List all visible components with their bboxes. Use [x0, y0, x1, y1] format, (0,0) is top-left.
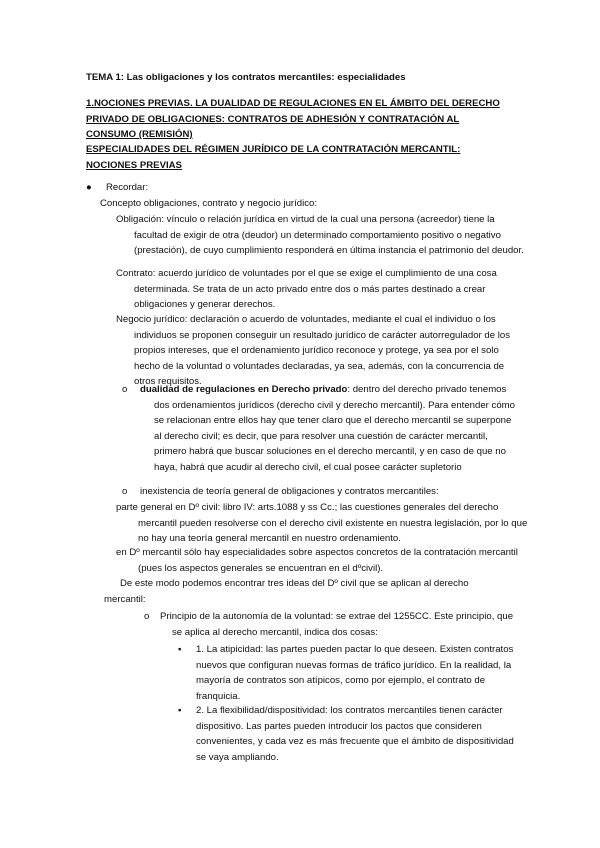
sub-bullet-icon: o	[144, 611, 150, 622]
document-title: TEMA 1: Las obligaciones y los contratos mercantiles: especialidades	[86, 72, 406, 83]
recordar-label: Recordar:	[106, 182, 149, 193]
parte-general-paragraph: parte general en Dº civil: libro IV: arts.1088 y ss Cc.; las cuestiones generales del derecho mercantil pueden resolverse con el derecho civil existente en nuestra legislación, por lo que no hay una teoría general mercantil en nuestro ordenamiento.	[116, 502, 528, 545]
inexistencia-line: inexistencia de teoría general de obligaciones y contratos mercantiles:	[140, 486, 439, 497]
dualidad-paragraph	[140, 382, 520, 476]
concepto-line: Concepto obligaciones, contrato y negocio jurídico:	[100, 198, 318, 209]
section-heading-2: ESPECIALIDADES DEL RÉGIMEN JURÍDICO DE LA CONTRATACIÓN MERCANTIL: NOCIONES PREVIAS	[86, 144, 461, 171]
square-bullet-icon: ▪	[178, 705, 182, 716]
dualidad-text: : dentro del derecho privado tenemos dos ordenamientos jurídicos (derecho civil y derecho mercantil). Para entender cómo se relacionan entre ellos hay que tener claro que el derecho mercantil se superpone al derecho civil; es decir, que para resolver una cuestión de carácter mercantil, primero habrá que buscar soluciones en el derecho mercantil, y en caso de que no haya, habrá que acudir al derecho civil, el cual posee carácter supletorio	[154, 384, 516, 473]
atipicidad-paragraph: 1. La atipicidad: las partes pueden pactar lo que deseen. Existen contratos nuevos que configuran nuevas formas de tráfico jurídico. En la realidad, la mayoría de contratos son atípicos, como por ejemplo, el contrato de franquicia.	[196, 644, 514, 702]
de-este-modo-paragraph: De este modo podemos encontrar tres ideas del Dº civil que se aplican al derecho mercantil:	[104, 578, 469, 605]
en-mercantil-paragraph: en Dº mercantil sólo hay especialidades sobre aspectos concretos de la contratación mercantil (pues los aspectos generales se encuentran en el dºcivil).	[116, 547, 518, 574]
sub-bullet-icon: o	[122, 486, 128, 497]
flexibilidad-paragraph: 2. La flexibilidad/dispositividad: los contratos mercantiles tienen carácter dispositivo. Las partes pueden introducir los pactos que consideren convenientes, y cada vez es más frecuente que el ámbito de dispositividad se vaya ampliando.	[196, 705, 514, 763]
contrato-paragraph: Contrato: acuerdo jurídico de voluntades por el que se exige el cumplimiento de una cosa determinada. Se trata de un acto privado entre dos o más partes destinado a crear obligaciones y generar derechos.	[116, 268, 497, 311]
section-heading-1: 1.NOCIONES PREVIAS. LA DUALIDAD DE REGULACIONES EN EL ÁMBITO DEL DERECHO PRIVADO DE OBLIGACIONES: CONTRATOS DE ADHESIÓN Y CONTRATACIÓN AL CONSUMO (REMISIÓN)	[86, 98, 500, 141]
square-bullet-icon: ▪	[178, 644, 182, 655]
obligacion-paragraph: Obligación: vínculo o relación jurídica en virtud de la cual una persona (acreedor) tiene la facultad de exigir de otra (deudor) un determinado comportamiento positivo o negativo (prestación), de cuyo cumplimiento responderá en última instancia el patrimonio del deudor.	[116, 214, 524, 257]
bullet-icon: ●	[86, 182, 92, 193]
dualidad-bold: dualidad de regulaciones en Derecho privado	[140, 384, 348, 395]
principio-paragraph: Principio de la autonomía de la voluntad: se extrae del 1255CC. Este principio, que se aplica al derecho mercantil, indica dos cosas:	[160, 611, 514, 638]
negocio-paragraph: Negocio jurídico: declaración o acuerdo de voluntades, mediante el cual el individuo o los individuos se proponen conseguir un resultado jurídico de carácter autorregulador de los propios intereses, que el ordenamiento jurídico reconoce y protege, ya sea por el solo hecho de la voluntad o voluntades declaradas, ya sea, además, con la concurrencia de otros requisitos.	[116, 314, 510, 388]
sub-bullet-icon: o	[122, 384, 128, 395]
